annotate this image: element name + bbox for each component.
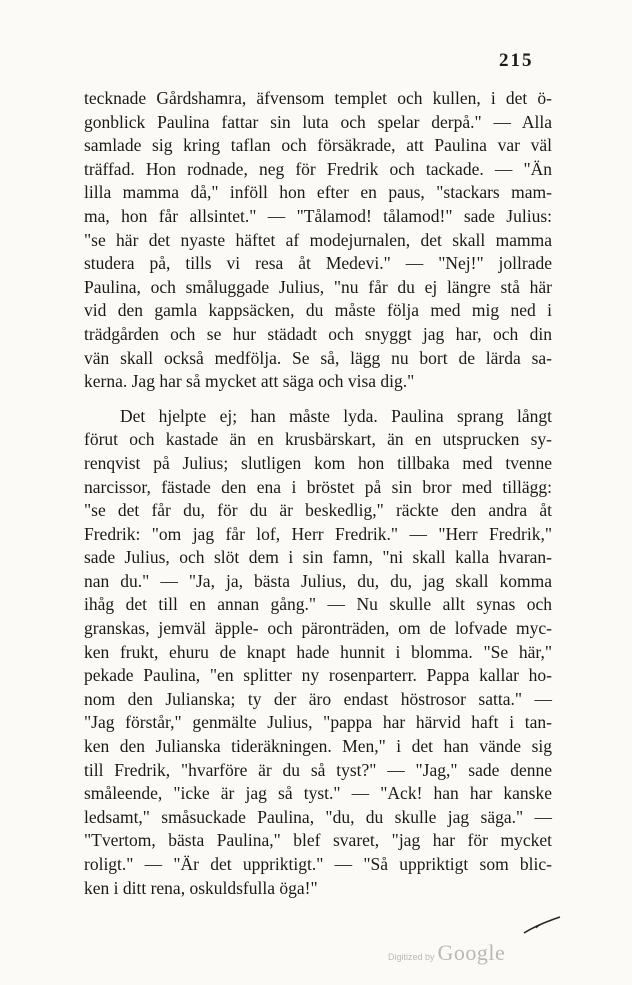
text-line: förut och kastade än en krusbärskart, än en utsprucken sy- [84,429,552,450]
text-line: lilla mamma då," inföll hon efter en paus, "stackars mam- [84,182,552,203]
text-line: studera på, tills vi resa åt Medevi." — "Nej!" jollrade [84,253,552,274]
text-line: gonblick Paulina fattar sin luta och spelar derpå." — Alla [84,111,552,132]
text-line: Det hjelpte ej; han måste lyda. Paulina sprang långt [120,405,552,426]
text-line: "Jag förstår," genmälte Julius, "pappa har härvid haft i tan- [84,712,552,733]
digitized-by-label: Digitized by [388,952,435,962]
paragraph-1 [84,87,552,394]
text-line: till Fredrik, "hvarföre är du så tyst?" — "Jag," sade denne [84,759,552,780]
page-number: 215 [499,50,534,71]
text-line: ihåg det till en annan gång." — Nu skulle allt synas och [84,594,552,615]
text-line: nom den Julianska; ty der äro endast höstrosor satta." — [84,688,552,709]
text-line: granskas, jemväl äpple- och päronträden, om de lofvade myc- [84,618,552,639]
text-line: pekade Paulina, "en splitter ny rosenparterr. Pappa kallar ho- [84,665,552,686]
text-line: kerna. Jag har så mycket att säga och visa dig." [84,371,415,392]
text-line: "se det får du, för du är beskedlig," räckte den andra åt [84,500,552,521]
text-line: småleende, "icke är jag så tyst." — "Ack! han har kanske [84,783,552,804]
text-line: träffad. Hon rodnade, neg för Fredrik och tackade. — "Än [84,158,552,179]
text-line: renqvist på Julius; slutligen kom hon tillbaka med tvenne [84,452,552,473]
text-line: ken den Julianska tideräkningen. Men," i det han vände sig [84,736,552,757]
text-line: vid den gamla kappsäcken, du måste följa med mig ned i [84,300,552,321]
ink-flourish-icon [522,914,562,936]
text-line: roligt." — "Är det uppriktigt." — "Så uppriktigt som blic- [84,854,552,874]
text-line: trädgården och se hur städadt och snyggt jag har, och din [84,323,552,344]
text-line: vän skall också medfölja. Se så, lägg nu bort de lärda sa- [84,347,552,368]
text-line: samlade sig kring taflan och försäkrade, att Paulina var väl [84,135,552,156]
text-line: Paulina, och småluggade Julius, "nu får du ej längre stå här [84,276,552,297]
text-line: ken frukt, ehuru de knapt hade hunnit i blomma. "Se här," [84,641,552,662]
text-line: nan du." — "Ja, ja, bästa Julius, du, du, jag skall komma [84,570,552,591]
text-line: sade Julius, och slöt dem i sin famn, "ni skall kalla hvaran- [84,547,552,568]
text-line: tecknade Gårdshamra, äfvensom templet och kullen, i det ö- [84,88,552,108]
google-logo: Google [437,940,506,965]
digitization-watermark [388,940,505,966]
text-line: ken i ditt rena, oskuldsfulla öga!" [84,877,318,898]
paragraph-gap [84,394,552,405]
text-line: "se här det nyaste häftet af modejurnalen, det skall mamma [84,229,552,250]
text-line: narcissor, fästade den ena i bröstet på sin bror med tillägg: [84,476,552,497]
text-line: "Tvertom, bästa Paulina," blef svaret, "jag har för mycket [84,830,552,851]
paragraph-2 [84,405,552,900]
text-line: ma, hon får allsintet." — "Tålamod! tålamod!" sade Julius: [84,205,552,226]
text-line: ledsamt," småsuckade Paulina, "du, du skulle jag säga." — [84,806,552,827]
text-line: Fredrik: "om jag får lof, Herr Fredrik." — "Herr Fredrik," [84,523,552,544]
body-text [84,87,552,900]
